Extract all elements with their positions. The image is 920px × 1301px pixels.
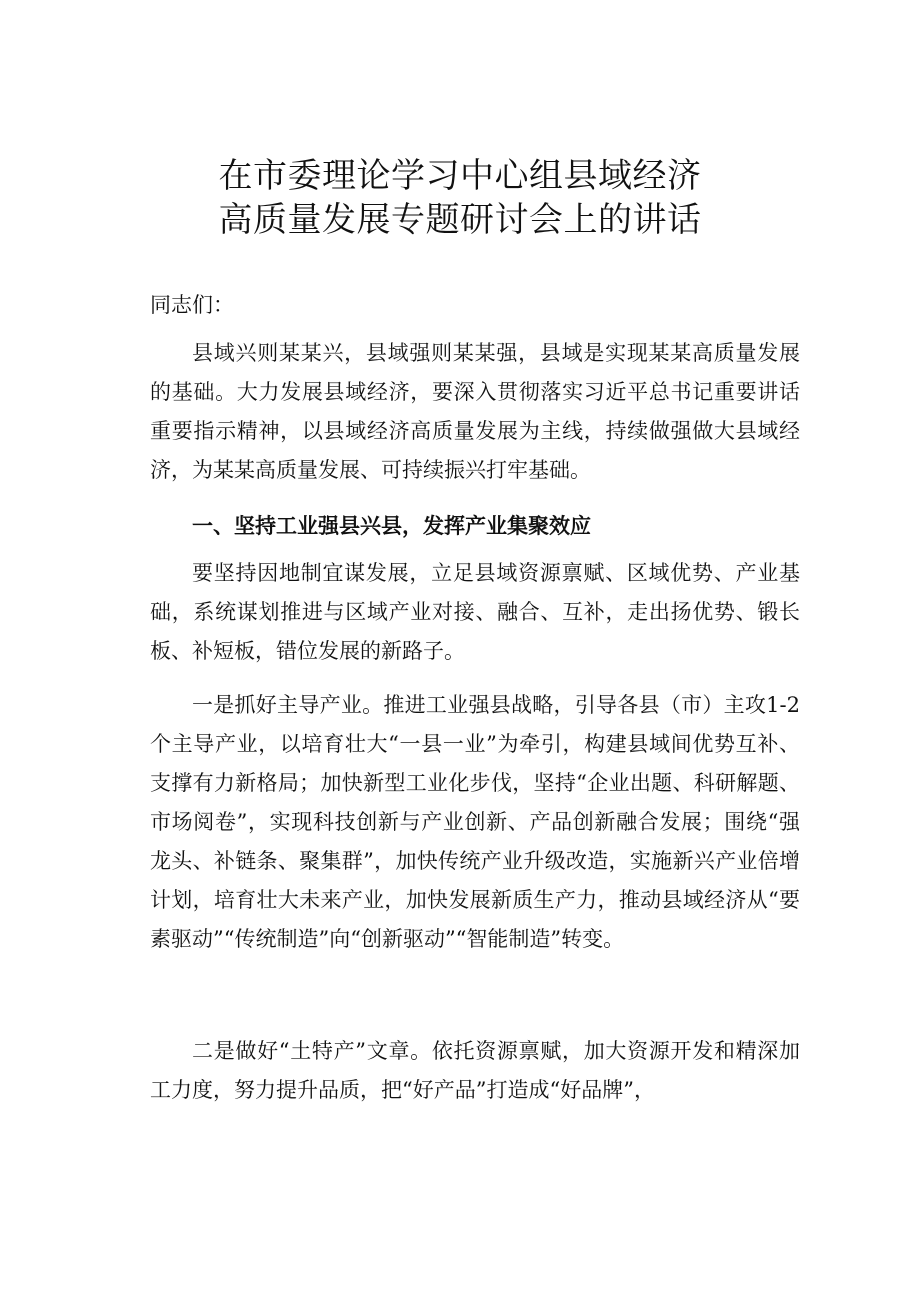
intro-paragraph: 县域兴则某某兴，县域强则某某强，县域是实现某某高质量发展的基础。大力发展县域经济，要深入贯彻落实习近平总书记重要讲话重要指示精神，以县域经济高质量发展为主线，持续做强做大县域经济，为某某高质量发展、可持续振兴打牢基础。 <box>150 341 800 482</box>
section-heading-1: 一、坚持工业强县兴县，发挥产业集聚效应 <box>192 514 591 538</box>
salutation: 同志们： <box>150 293 234 317</box>
document-title-line-2: 高质量发展专题研讨会上的讲话 <box>218 200 702 240</box>
section-1-paragraph-1: 要坚持因地制宜谋发展，立足县域资源禀赋、区域优势、产业基础，系统谋划推进与区域产业对接、融合、互补，走出扬优势、锻长板、补短板，错位发展的新路子。 <box>150 561 800 663</box>
document-title-line-1: 在市委理论学习中心组县域经济 <box>218 156 702 196</box>
section-1-paragraph-2: 一是抓好主导产业。推进工业强县战略，引导各县（市）主攻1-2个主导产业，以培育壮大“一县一业”为牵引，构建县域间优势互补、支撑有力新格局；加快新型工业化步伐，坚持“企业出题、科研解题、市场阅卷”，实现科技创新与产业创新、产品创新融合发展；围绕“强龙头、补链条、聚集群”，加快传统产业升级改造，实施新兴产业倍增计划，培育壮大未来产业，加快发展新质生产力，推动县域经济从“要素驱动”“传统制造”向“创新驱动”“智能制造”转变。 <box>150 693 800 951</box>
section-1-paragraph-3: 二是做好“土特产”文章。依托资源禀赋，加大资源开发和精深加工力度，努力提升品质，把“好产品”打造成“好品牌”， <box>150 1039 800 1102</box>
